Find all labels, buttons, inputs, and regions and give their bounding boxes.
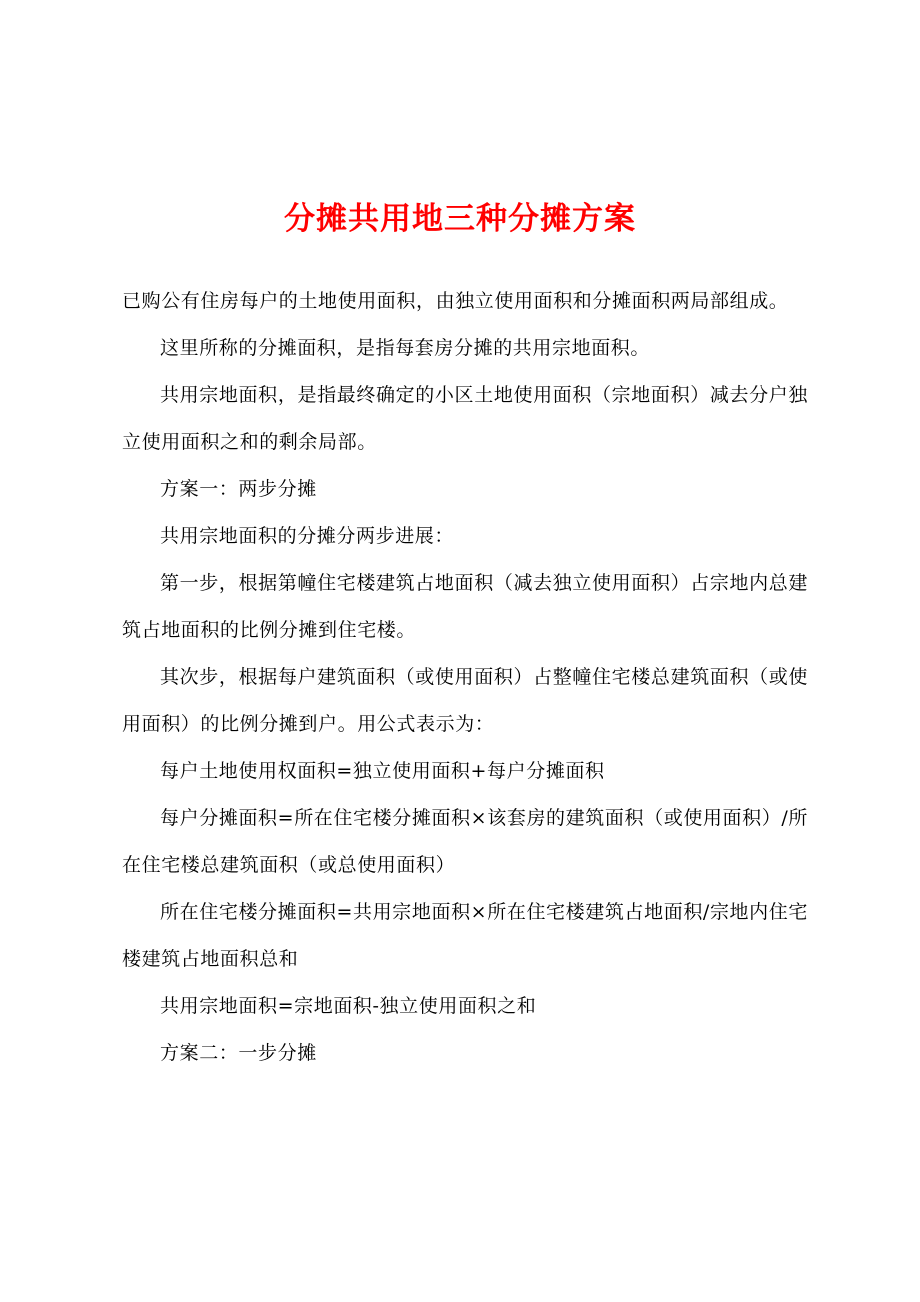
document-title: 分摊共用地三种分摊方案 [284,201,636,237]
body-paragraph: 每户土地使用权面积=独立使用面积+每户分摊面积 [160,760,605,782]
body-paragraph: 所在住宅楼分摊面积=共用宗地面积×所在住宅楼建筑占地面积/宗地内住宅楼建筑占地面积总和 [122,901,808,970]
body-paragraph: 这里所称的分摊面积，是指每套房分摊的共用宗地面积。 [160,337,651,359]
body-paragraph: 方案二：一步分摊 [160,1042,317,1064]
body-paragraph: 第一步，根据第幢住宅楼建筑占地面积（减去独立使用面积）占宗地内总建筑占地面积的比例分摊到住宅楼。 [122,572,808,641]
body-paragraph: 其次步，根据每户建筑面积（或使用面积）占整幢住宅楼总建筑面积（或使用面积）的比例分摊到户。用公式表示为： [122,666,808,735]
document-body [122,278,808,1077]
body-paragraph: 已购公有住房每户的土地使用面积，由独立使用面积和分摊面积两局部组成。 [122,290,789,312]
body-paragraph: 每户分摊面积=所在住宅楼分摊面积×该套房的建筑面积（或使用面积）/所在住宅楼总建筑面积（或总使用面积） [122,807,808,876]
body-paragraph: 共用宗地面积，是指最终确定的小区土地使用面积（宗地面积）减去分户独立使用面积之和的剩余局部。 [122,384,808,453]
body-paragraph: 共用宗地面积的分摊分两步进展： [160,525,455,547]
body-paragraph: 方案一：两步分摊 [160,478,317,500]
body-paragraph: 共用宗地面积=宗地面积-独立使用面积之和 [160,995,537,1017]
